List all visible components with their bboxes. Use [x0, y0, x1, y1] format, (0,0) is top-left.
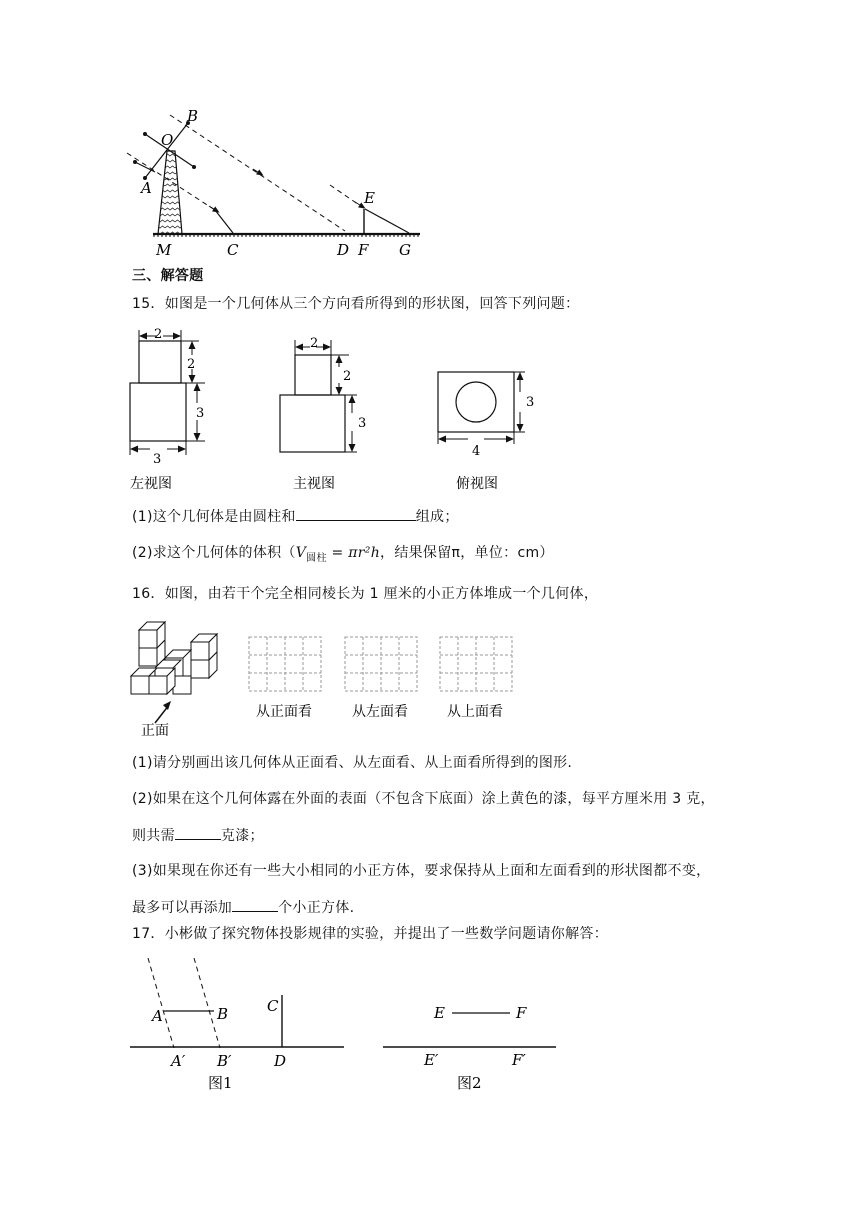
q15-left-view: [125, 325, 225, 495]
q16-part3-line2: [132, 897, 354, 918]
q15-top-view: [430, 360, 550, 495]
q16-part2-after: 克漆；: [220, 828, 264, 844]
label-A: A: [141, 179, 152, 197]
front-top-height: 2: [343, 369, 352, 384]
q15-part2-after: ，结果保留π，单位：cm）: [380, 545, 554, 561]
q16-part3-blank[interactable]: [232, 897, 278, 912]
q15-part1-before: (1)这个几何体是由圆柱和: [132, 509, 296, 525]
section-title: 三、解答题: [132, 268, 204, 284]
label-G: G: [399, 241, 411, 259]
label-D: D: [337, 241, 350, 259]
left-bottom-height: 3: [196, 406, 205, 421]
q16-part2-before: 则共需: [132, 828, 175, 844]
grid-front-drawing: [248, 636, 328, 721]
left-view-caption: 左视图: [130, 476, 172, 492]
grid-top-caption: 从上面看: [447, 704, 503, 720]
formula-rest: = πr²h: [326, 545, 381, 561]
front-bottom-height: 3: [358, 416, 367, 431]
grid-front-caption: 从正面看: [256, 704, 312, 720]
q15-front-view: [275, 325, 375, 495]
left-top-width: 2: [154, 327, 163, 342]
cube-stack-drawing: [125, 615, 235, 740]
fig1-label-A: A: [152, 1007, 163, 1025]
q15-stem: 15．如图是一个几何体从三个方向看所得到的形状图，回答下列问题：: [132, 296, 580, 312]
top-view-caption: 俯视图: [456, 476, 498, 492]
figure1-drawing: [128, 955, 348, 1095]
figure2-drawing: [380, 995, 560, 1095]
fig1-label-A2: A′: [171, 1052, 186, 1070]
q15-part1-after: 组成；: [415, 509, 459, 525]
q17-figure1: [128, 955, 348, 1095]
left-view-drawing: [125, 325, 225, 495]
label-E: E: [364, 189, 375, 207]
label-B: B: [187, 107, 199, 125]
grid-left-caption: 从左面看: [352, 704, 408, 720]
front-label: 正面: [141, 723, 169, 739]
q16-grid-left[interactable]: [344, 636, 424, 720]
left-top-height: 2: [187, 357, 196, 372]
q16-part3-before: 最多可以再添加: [132, 900, 233, 916]
top-view-drawing: [430, 360, 550, 495]
grid-top-drawing: [439, 636, 519, 721]
q16-part2-blank[interactable]: [175, 825, 221, 840]
grid-left-drawing: [344, 636, 424, 721]
label-O: O: [161, 131, 174, 149]
formula-v: V: [295, 545, 307, 561]
fig1-label-B: B: [217, 1005, 229, 1023]
top-height: 3: [526, 395, 535, 410]
fig1-caption: 图1: [208, 1074, 233, 1092]
q16-cube-figure: [125, 615, 235, 740]
fig2-label-F: F: [516, 1004, 527, 1022]
formula-sub: 圆柱: [306, 552, 327, 564]
front-view-caption: 主视图: [293, 476, 335, 492]
fig2-label-E: E: [434, 1004, 445, 1022]
fig1-label-B2: B′: [217, 1052, 232, 1070]
q16-part3-line1: (3)如果现在你还有一些大小相同的小正方体，要求保持从上面和左面看到的形状图都不变，: [132, 863, 711, 879]
q16-part3-after: 个小正方体.: [278, 900, 355, 916]
label-F: F: [358, 241, 369, 259]
q16-part2-line2: [132, 825, 264, 846]
q17-stem: 17．小彬做了探究物体投影规律的实验，并提出了一些数学问题请你解答：: [132, 926, 609, 942]
left-bottom-width: 3: [153, 452, 162, 467]
label-C: C: [227, 241, 239, 259]
fig2-label-F2: F′: [512, 1051, 526, 1069]
q16-grid-top[interactable]: [439, 636, 519, 720]
label-M: M: [156, 241, 172, 259]
q15-part1-blank[interactable]: [296, 506, 416, 521]
figure-q14-drawing: [125, 105, 425, 260]
q17-figure2: [380, 995, 560, 1095]
front-view-drawing: [275, 325, 375, 495]
q16-part2-line1: (2)如果在这个几何体露在外面的表面（不包含下底面）涂上黄色的漆，每平方厘米用 3 克，: [132, 791, 715, 807]
q16-part1: (1)请分别画出该几何体从正面看、从左面看、从上面看所得到的图形.: [132, 755, 573, 771]
fig2-label-E2: E′: [424, 1051, 439, 1069]
q16-stem: 16．如图，由若干个完全相同棱长为 1 厘米的小正方体堆成一个几何体，: [132, 586, 599, 602]
q15-part1: [132, 506, 459, 527]
fig1-label-D: D: [274, 1052, 287, 1070]
top-width: 4: [472, 444, 481, 459]
fig1-label-C: C: [267, 997, 279, 1015]
figure-q14: [125, 105, 425, 260]
fig2-caption: 图2: [457, 1074, 482, 1092]
q15-part2-before: (2)求这个几何体的体积（: [132, 545, 296, 561]
q15-part2: [132, 543, 554, 569]
front-top-width: 2: [310, 336, 319, 351]
q16-grid-front[interactable]: [248, 636, 328, 720]
